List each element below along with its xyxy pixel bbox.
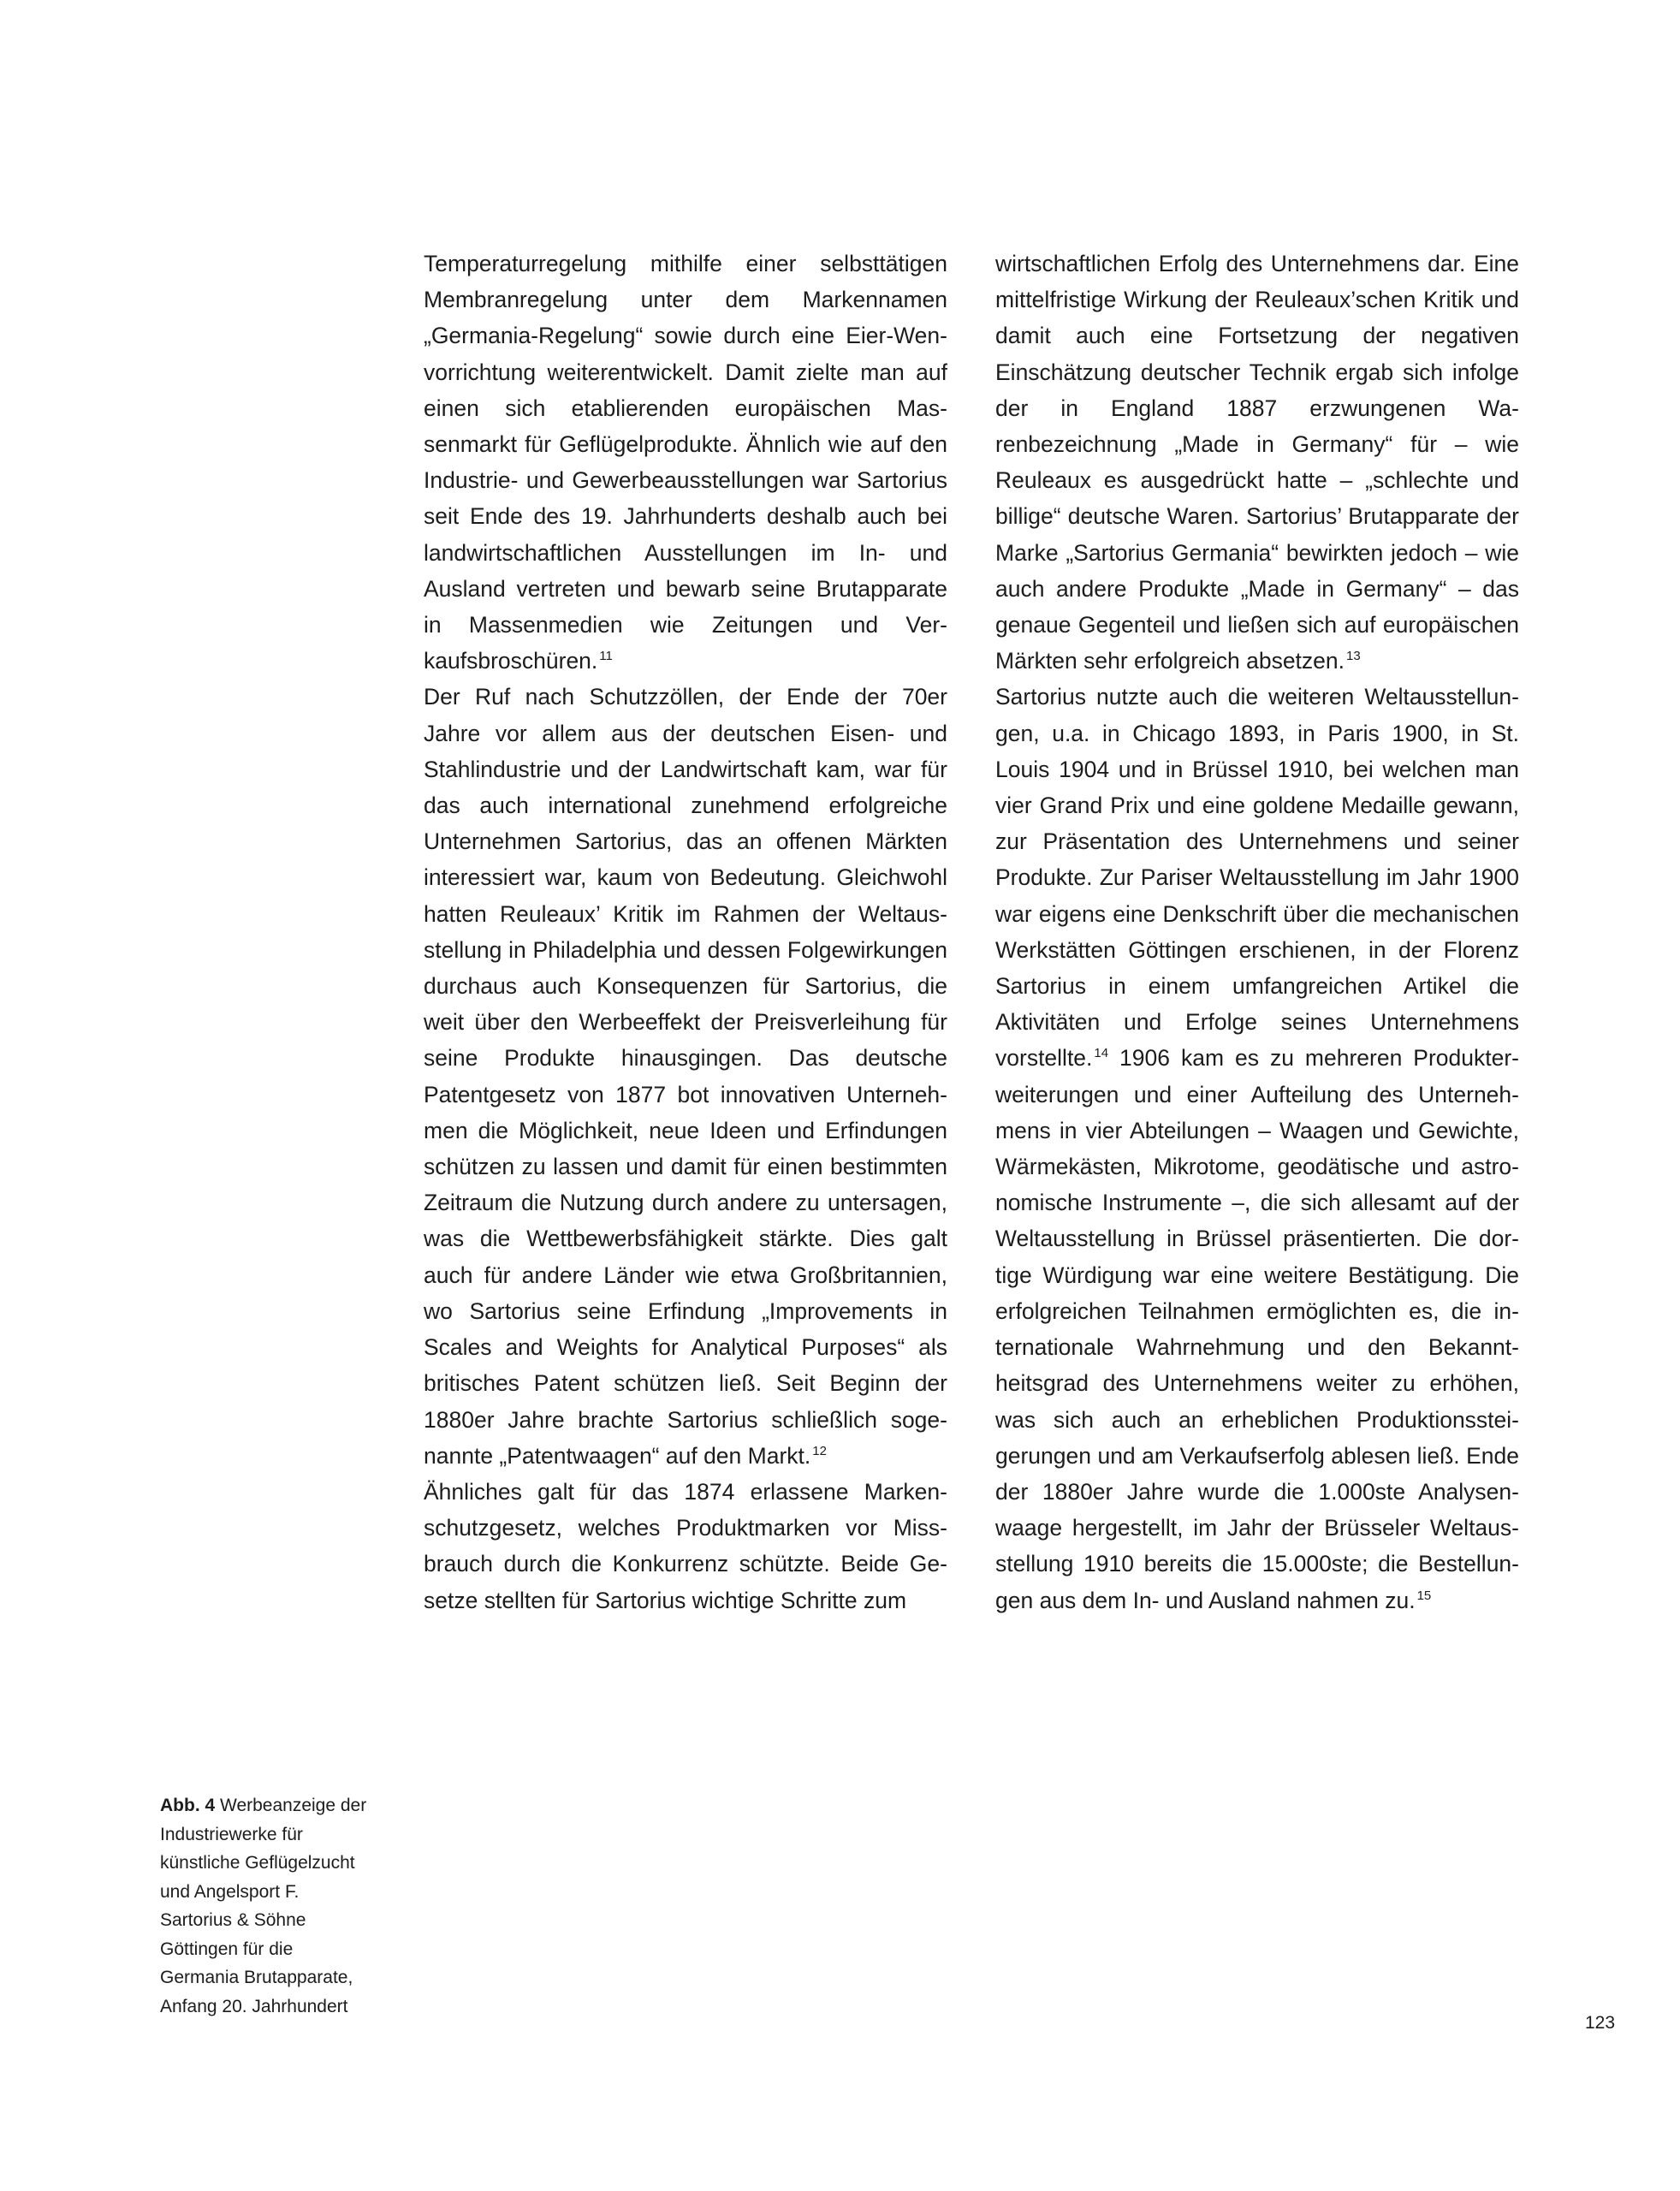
footnote-ref: 13 [1346, 649, 1361, 664]
footnote-ref: 12 [812, 1443, 827, 1458]
footnote-ref: 15 [1416, 1588, 1432, 1603]
body-paragraph: Der Ruf nach Schutzzöllen, der Ende der 70er Jahre vor allem aus der deutschen Eisen- und Stahlindustrie und der Landwirtschaft kam, war für das auch international zunehmend erfolgreiche Unternehmen Sartorius, das an offenen Märkten interessiert war, kaum von Bedeutung. Gleichwohl hatten Reuleaux’ Kritik im Rahmen der Weltausstellung in Philadelphia und dessen Folgewirkungen durchaus auch Konsequenzen für Sartorius, die weit über den Werbeeffekt der Preisverleihung für seine Produkte hinausgingen. Das deutsche Patentgesetz von 1877 bot innovativen Unternehmen die Möglichkeit, neue Ideen und Erfindungen schützen zu lassen und damit für einen bestimmten Zeitraum die Nutzung durch andere zu untersagen, was die Wettbewerbsfähigkeit stärkte. Dies galt auch für andere Länder wie etwa Großbritannien, wo Sartorius seine Erfindung „Improvements in Scales and Weights for Analytical Purposes“ als britisches Patent schützen ließ. Seit Beginn der 1880er Jahre brachte Sartorius schließlich sogenannte „Patentwaagen“ auf den Markt. $^{12}$ [424, 684, 947, 1469]
footnote-ref: 14 [1094, 1046, 1109, 1061]
body-paragraph: Temperaturregelung mithilfe einer selbsttätigen Membranregelung unter dem Markennamen „Germania-Regelung“ sowie durch eine Eier-Wenvorrichtung weiterentwickelt. Damit zielte man auf einen sich etablierenden europäischen Massenmarkt für Geflügelprodukte. Ähnlich wie auf den Industrie- und Gewerbeausstellungen war Sartorius seit Ende des 19. Jahrhunderts deshalb auch bei landwirtschaftlichen Ausstellungen im In- und Ausland vertreten und bewarb seine Brutapparate in Massenmedien wie Zeitungen und Verkaufsbroschüren. $^{11}$ [424, 251, 947, 674]
right-text-column [995, 246, 1519, 1618]
left-text-column [424, 246, 947, 1618]
footnote-ref: 11 [599, 649, 613, 664]
body-paragraph: Sartorius nutzte auch die weiteren Weltausstellungen, u.a. in Chicago 1893, in Paris 1900, in St. Louis 1904 und in Brüssel 1910, bei welchen man vier Grand Prix und eine goldene Medaille gewann, zur Präsentation des Unternehmens und seiner Produkte. Zur Pariser Weltausstellung im Jahr 1900 war eigens eine Denkschrift über die mechanischen Werkstätten Göttingen erschienen, in der Florenz Sartorius in einem umfangreichen Artikel die Aktivitäten und Erfolge seines Unternehmens vorstellte. $^{14}$ 1906 kam es zu mehreren Produkterweiterungen und einer Aufteilung des Unternehmens in vier Abteilungen – Waagen und Gewichte, Wärmekästen, Mikrotome, geodätische und astronomische Instrumente –, die sich allesamt auf der Weltausstellung in Brüssel präsentierten. Die dortige Würdigung war eine weitere Bestätigung. Die erfolgreichen Teilnahmen ermöglichten es, die internationale Wahrnehmung und den Bekanntheitsgrad des Unternehmens weiter zu erhöhen, was sich auch an erheblichen Produktionssteigerungen und am Verkaufserfolg ablesen ließ. Ende der 1880er Jahre wurde die 1.000ste Analysenwaage hergestellt, im Jahr der Brüsseler Weltausstellung 1910 bereits die 15.000ste; die Bestellungen aus dem In- und Ausland nahmen zu. $^{15}$ [995, 684, 1519, 1613]
caption-label: Abb. 4 [160, 1796, 216, 1815]
figure-caption [160, 1791, 374, 2021]
caption-text: Werbeanzeige der Industriewerke für künstliche Geflügelzucht und Angelsport F. Sartorius & Söhne Göttingen für die Germania Brutapparate, Anfang 20. Jahrhundert [160, 1796, 367, 2016]
body-paragraph: Ähnliches galt für das 1874 erlassene Markenschutzgesetz, welches Produktmarken vor Missbrauch durch die Konkurrenz schützte. Beide Gesetze stellten für Sartorius wichtige Schritte zum [424, 1478, 947, 1613]
page-number: 123 [1585, 2013, 1616, 2033]
body-paragraph: wirtschaftlichen Erfolg des Unternehmens dar. Eine mittelfristige Wirkung der Reuleaux’schen Kritik und damit auch eine Fortsetzung der negativen Einschätzung deutscher Technik ergab sich infolge der in England 1887 erzwungenen Warenbezeichnung „Made in Germany“ für – wie Reuleaux es ausgedrückt hatte – „schlechte und billige“ deutsche Waren. Sartorius’ Brutapparate der Marke „Sartorius Germania“ bewirkten jedoch – wie auch andere Produkte „Made in Germany“ – das genaue Gegenteil und ließen sich auf europäischen Märkten sehr erfolgreich absetzen. $^{13}$ [995, 251, 1519, 674]
